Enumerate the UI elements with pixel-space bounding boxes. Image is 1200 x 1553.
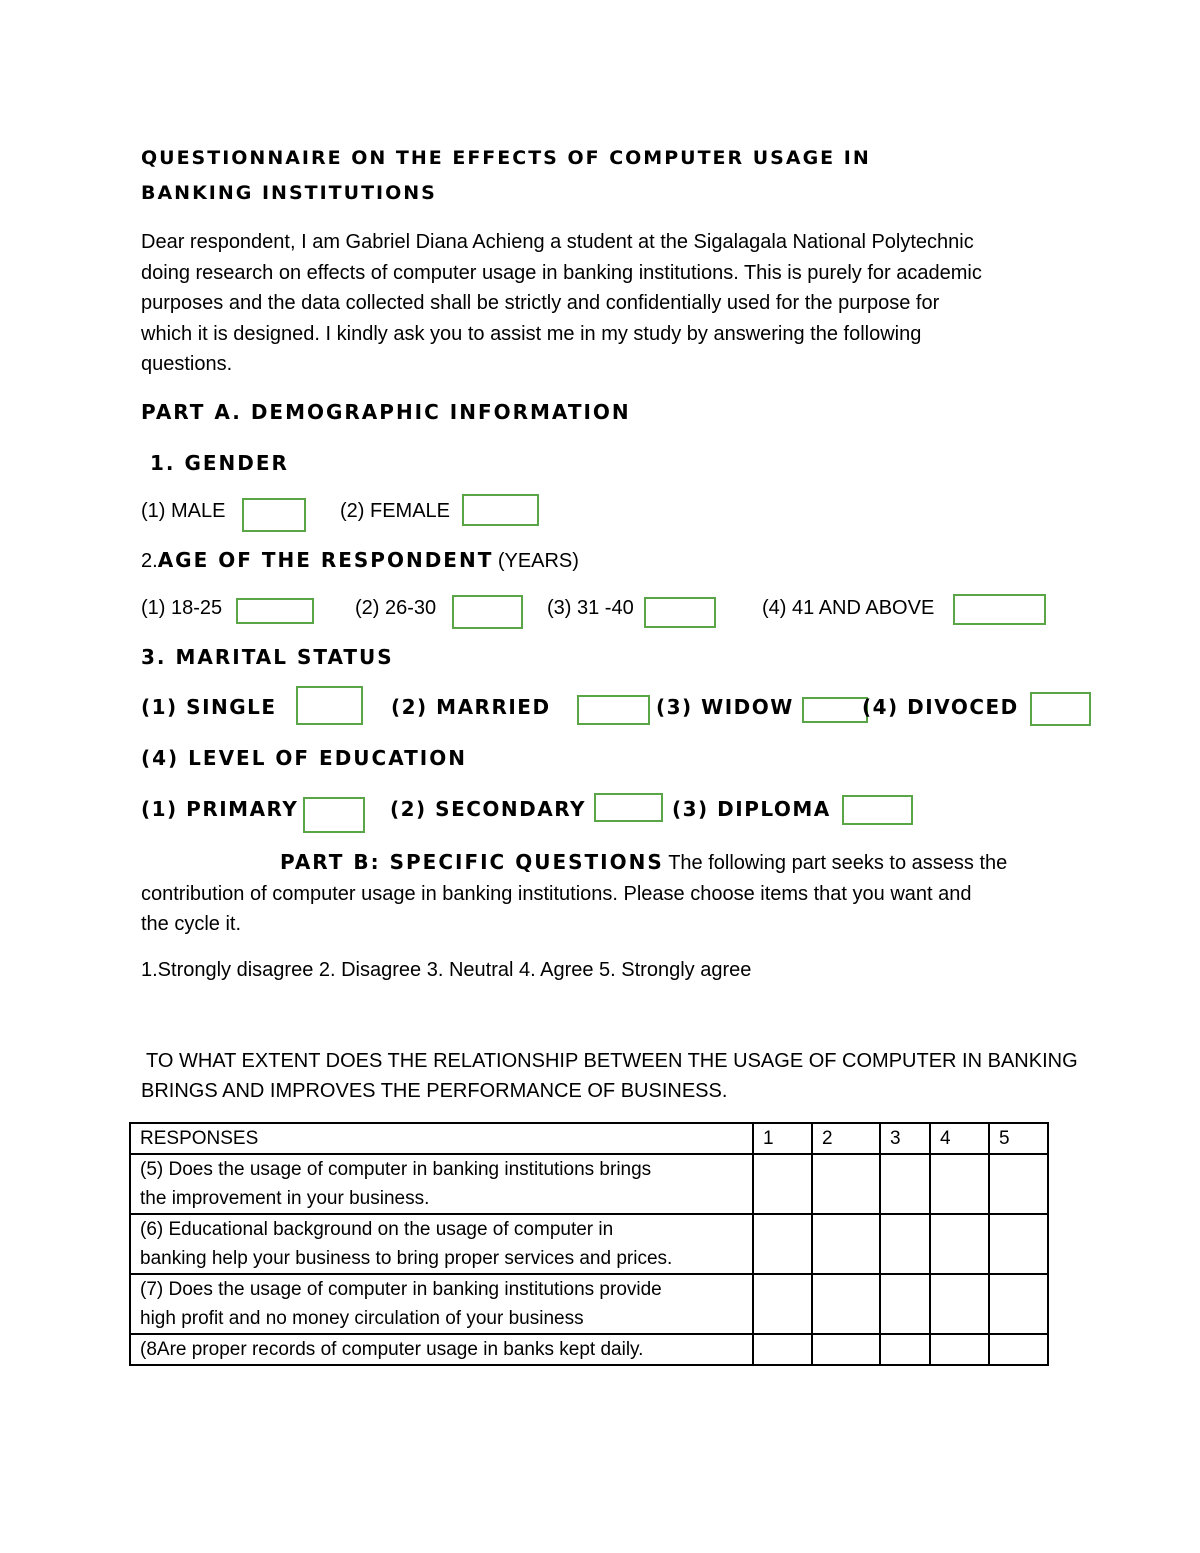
age-26-30-checkbox[interactable]	[452, 595, 523, 629]
rating-scale-legend: 1.Strongly disagree 2. Disagree 3. Neutral 4. Agree 5. Strongly agree	[141, 959, 752, 981]
marital-married-checkbox[interactable]	[577, 695, 650, 725]
part-b-heading-line	[280, 848, 1007, 879]
document-title-line1: QUESTIONNAIRE ON THE EFFECTS OF COMPUTER USAGE IN	[141, 147, 871, 169]
intro-line: which it is designed. I kindly ask you to assist me in my study by answering the following	[141, 322, 922, 345]
part-b-intro-line1: The following part seeks to assess the	[668, 852, 1008, 874]
question-5-cell	[130, 1154, 753, 1214]
age-heading-unit: (YEARS)	[497, 550, 579, 572]
gender-female-checkbox[interactable]	[462, 494, 539, 526]
education-diploma-checkbox[interactable]	[842, 795, 913, 825]
intro-paragraph	[141, 227, 982, 380]
table-header-scale-1: 1	[753, 1123, 812, 1154]
responses-table	[129, 1122, 1049, 1366]
q6-rating-1-cell[interactable]	[753, 1214, 812, 1274]
marital-single-checkbox[interactable]	[296, 686, 363, 725]
education-primary-checkbox[interactable]	[303, 797, 365, 833]
table-header-row	[130, 1123, 1048, 1154]
intro-line: purposes and the data collected shall be strictly and confidentially used for the purpose for	[141, 292, 940, 314]
q7-rating-1-cell[interactable]	[753, 1274, 812, 1334]
q7-rating-2-cell[interactable]	[812, 1274, 880, 1334]
age-heading-label: AGE OF THE RESPONDENT	[157, 548, 494, 572]
table-row	[130, 1274, 1048, 1334]
q8-rating-5-cell[interactable]	[989, 1334, 1048, 1365]
question-5-line2: the improvement in your business.	[140, 1188, 430, 1209]
marital-widow-checkbox[interactable]	[802, 697, 868, 723]
age-18-25-checkbox[interactable]	[236, 598, 314, 624]
q5-rating-4-cell[interactable]	[930, 1154, 989, 1214]
part-b-heading: PART B: SPECIFIC QUESTIONS	[280, 850, 664, 874]
table-header-responses: RESPONSES	[130, 1123, 753, 1154]
table-row	[130, 1214, 1048, 1274]
table-header-scale-4: 4	[930, 1123, 989, 1154]
intro-line: Dear respondent, I am Gabriel Diana Achieng a student at the Sigalagala National Polytechnic	[141, 231, 974, 253]
table-header-scale-5: 5	[989, 1123, 1048, 1154]
part-a-heading: PART A. DEMOGRAPHIC INFORMATION	[141, 400, 631, 424]
age-31-40-checkbox[interactable]	[644, 597, 716, 628]
question-6-line2: banking help your business to bring proper services and prices.	[140, 1248, 673, 1269]
gender-heading: 1. GENDER	[150, 451, 289, 475]
age-heading	[141, 548, 579, 573]
question-8-cell: (8Are proper records of computer usage in banks kept daily.	[130, 1334, 753, 1365]
education-primary-label: (1) PRIMARY	[141, 797, 299, 821]
q5-rating-3-cell[interactable]	[880, 1154, 930, 1214]
q6-rating-4-cell[interactable]	[930, 1214, 989, 1274]
question-7-line1: (7) Does the usage of computer in banking institutions provide	[140, 1279, 662, 1300]
gender-female-label: (2) FEMALE	[340, 500, 451, 522]
marital-married-label: (2) MARRIED	[391, 695, 551, 719]
marital-widow-label: (3) WIDOW	[656, 695, 794, 719]
table-header-scale-2: 2	[812, 1123, 880, 1154]
q7-rating-3-cell[interactable]	[880, 1274, 930, 1334]
q8-rating-3-cell[interactable]	[880, 1334, 930, 1365]
question-6-line1: (6) Educational background on the usage of computer in	[140, 1219, 614, 1240]
marital-single-label: (1) SINGLE	[141, 695, 277, 719]
part-b-intro-line2: contribution of computer usage in banking institutions. Please choose items that you want and	[141, 883, 972, 905]
age-option-31-40-label: (3) 31 -40	[547, 597, 634, 619]
marital-divorced-label: (4) DIVOCED	[862, 695, 1019, 719]
part-b-intro-line3: the cycle it.	[141, 913, 242, 935]
q8-rating-1-cell[interactable]	[753, 1334, 812, 1365]
gender-male-checkbox[interactable]	[242, 498, 306, 532]
question-6-cell	[130, 1214, 753, 1274]
intro-line: doing research on effects of computer usage in banking institutions. This is purely for academic	[141, 261, 982, 284]
education-secondary-label: (2) SECONDARY	[390, 797, 587, 821]
age-option-26-30-label: (2) 26-30	[355, 597, 437, 619]
main-question-line1: TO WHAT EXTENT DOES THE RELATIONSHIP BETWEEN THE USAGE OF COMPUTER IN BANKING	[146, 1050, 1078, 1072]
question-7-cell	[130, 1274, 753, 1334]
q5-rating-2-cell[interactable]	[812, 1154, 880, 1214]
document-title-line2: BANKING INSTITUTIONS	[141, 182, 437, 204]
q7-rating-4-cell[interactable]	[930, 1274, 989, 1334]
q8-rating-2-cell[interactable]	[812, 1334, 880, 1365]
q6-rating-2-cell[interactable]	[812, 1214, 880, 1274]
q6-rating-5-cell[interactable]	[989, 1214, 1048, 1274]
main-question-line2: BRINGS AND IMPROVES THE PERFORMANCE OF BUSINESS.	[141, 1080, 728, 1102]
q5-rating-1-cell[interactable]	[753, 1154, 812, 1214]
table-header-scale-3: 3	[880, 1123, 930, 1154]
marital-status-heading: 3. MARITAL STATUS	[141, 645, 394, 669]
age-41-above-checkbox[interactable]	[953, 594, 1046, 625]
age-option-41-above-label: (4) 41 AND ABOVE	[762, 597, 935, 619]
table-row	[130, 1334, 1048, 1365]
question-7-line2: high profit and no money circulation of your business	[140, 1308, 584, 1329]
age-heading-number: 2.	[141, 550, 158, 572]
q8-rating-4-cell[interactable]	[930, 1334, 989, 1365]
education-heading: (4) LEVEL OF EDUCATION	[141, 746, 467, 770]
q6-rating-3-cell[interactable]	[880, 1214, 930, 1274]
education-diploma-label: (3) DIPLOMA	[672, 797, 831, 821]
question-5-line1: (5) Does the usage of computer in banking institutions brings	[140, 1159, 652, 1180]
education-secondary-checkbox[interactable]	[594, 793, 663, 822]
marital-divorced-checkbox[interactable]	[1030, 692, 1091, 726]
age-option-18-25-label: (1) 18-25	[141, 597, 223, 619]
intro-line: questions.	[141, 353, 233, 375]
gender-male-label: (1) MALE	[141, 500, 226, 522]
q5-rating-5-cell[interactable]	[989, 1154, 1048, 1214]
q7-rating-5-cell[interactable]	[989, 1274, 1048, 1334]
table-row	[130, 1154, 1048, 1214]
